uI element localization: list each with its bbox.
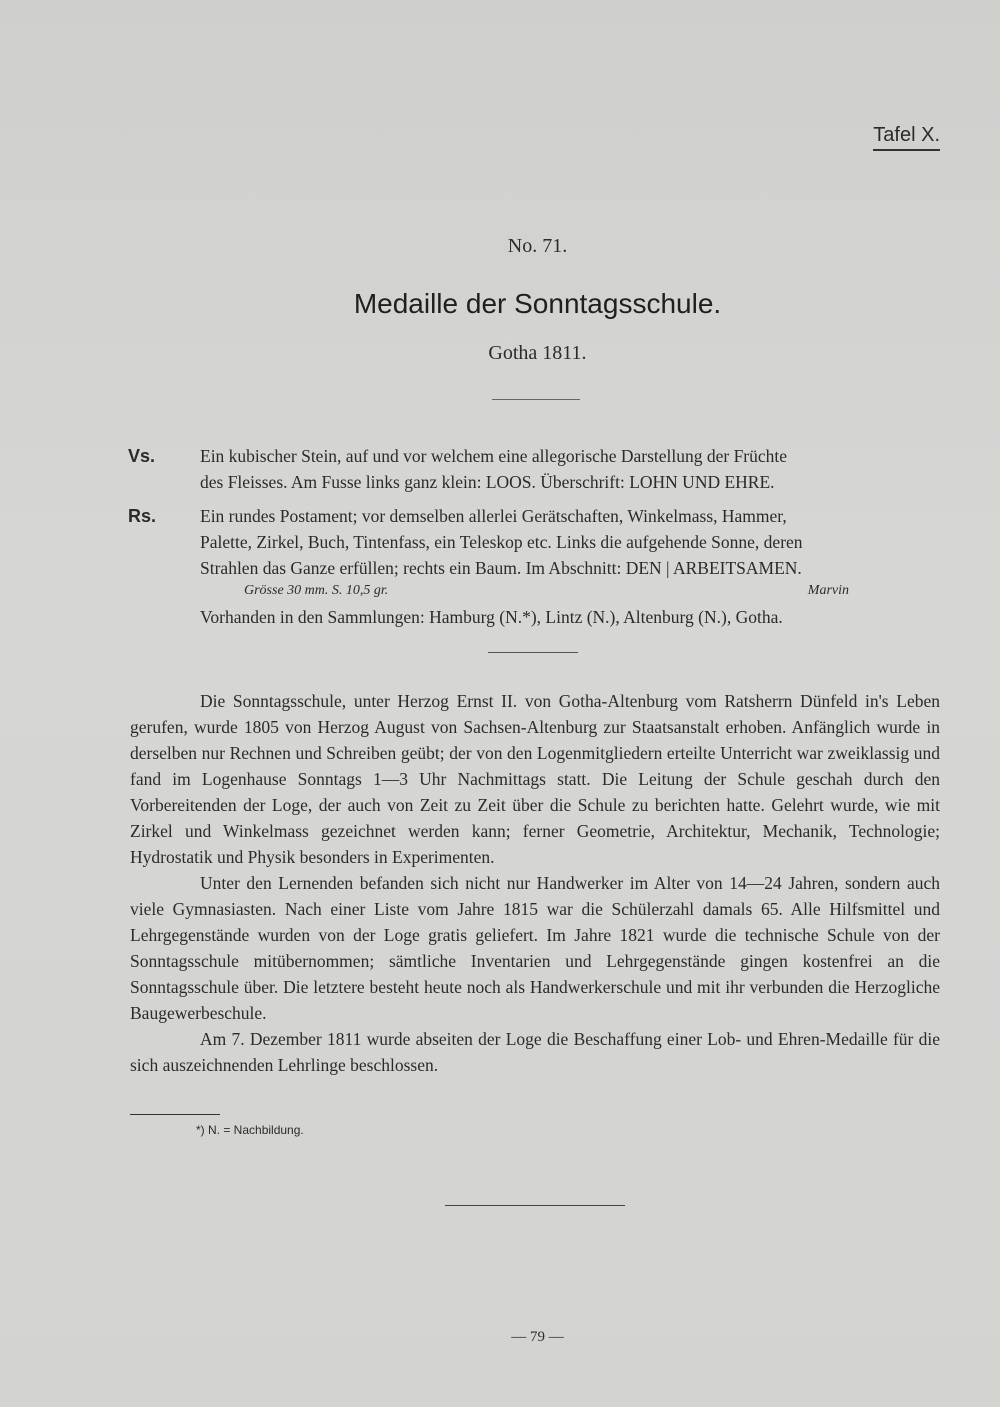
reverse-line: Strahlen das Ganze erfüllen; rechts ein Baum. Im Abschnitt: DEN | ARBEITSAMEN. bbox=[200, 558, 802, 578]
footnote: *) N. = Nachbildung. bbox=[196, 1123, 304, 1137]
entry-title: Medaille der Sonntagsschule. bbox=[353, 288, 722, 319]
entry-number: No. 71. bbox=[507, 235, 568, 257]
plate-label: Tafel X. bbox=[873, 124, 940, 151]
reverse-line: Ein rundes Postament; vor demselben allerlei Gerätschaften, Winkelmass, Hammer, bbox=[200, 506, 787, 526]
reverse-line: Palette, Zirkel, Buch, Tintenfass, ein Teleskop etc. Links die aufgehende Sonne, deren bbox=[200, 532, 803, 552]
body-text bbox=[130, 688, 940, 1078]
footnote-rule bbox=[130, 1114, 220, 1115]
ornament-rule bbox=[492, 399, 580, 400]
obverse-line: Ein kubischer Stein, auf und vor welchem eine allegorische Darstellung der Früchte bbox=[200, 446, 788, 466]
paragraph: Die Sonntagsschule, unter Herzog Ernst II. von Gotha-Altenburg vom Ratsherrn Dünfeld in's Leben gerufen, wurde 1805 von Herzog August von Sachsen-Altenburg zur Staatsanstalt erhoben. Anfänglich wurde in derselben nur Rechnen und Schreiben geübt; der von den Logenmitgliedern erteilte Unterricht war zweiklassig und fand im Logenhause Sonntags 1—3 Uhr Nachmittags statt. Die Leitung der Schule geschah durch den Vorbereitenden der Loge, der auch von Zeit zu Zeit über die Schule zu berichten hatte. Gelehrt wurde, wie mit Zirkel und Winkelmass gezeichnet werden kann; ferner Geometrie, Architektur, Mechanik, Technologie; Hydrostatik und Physik besonders in Experimenten. bbox=[130, 691, 940, 867]
separator-rule bbox=[488, 652, 578, 653]
reverse-tag: Rs. bbox=[128, 506, 157, 526]
specs-row bbox=[244, 583, 884, 599]
size-weight: Grösse 30 mm. S. 10,5 gr. bbox=[244, 583, 389, 598]
entry-place-date: Gotha 1811. bbox=[488, 342, 587, 364]
paragraph: Unter den Lernenden befanden sich nicht nur Handwerker im Alter von 14—24 Jahren, sondern auch viele Gymnasiasten. Nach einer Liste vom Jahre 1815 war die Schülerzahl damals 65. Alle Hilfsmittel und Lehrgegenstände wurden von der Loge gratis geliefert. Im Jahre 1821 wurde die technische Schule von der Sonntagsschule mitübernommen; sämtliche Inventarien und Lehrgegenstände gingen kostenfrei an die Sonntagsschule über. Die letztere besteht heute noch als Handwerkerschule und mit ihr verbunden die Herzogliche Baugewerbeschule. bbox=[130, 873, 940, 1023]
page-number: — 79 — bbox=[511, 1329, 564, 1345]
obverse-line: des Fleisses. Am Fusse links ganz klein: LOOS. Überschrift: LOHN UND EHRE. bbox=[200, 472, 775, 492]
obverse-description bbox=[130, 443, 940, 495]
obverse-tag: Vs. bbox=[128, 446, 156, 466]
end-rule bbox=[445, 1205, 625, 1206]
collections: Vorhanden in den Sammlungen: Hamburg (N.*), Lintz (N.), Altenburg (N.), Gotha. bbox=[200, 607, 783, 627]
reverse-description bbox=[130, 503, 940, 581]
paragraph: Am 7. Dezember 1811 wurde abseiten der Loge die Beschaffung einer Lob- und Ehren-Medaille für die sich auszeichnenden Lehrlinge beschlossen. bbox=[130, 1029, 940, 1075]
metal: Marvin bbox=[807, 583, 849, 598]
